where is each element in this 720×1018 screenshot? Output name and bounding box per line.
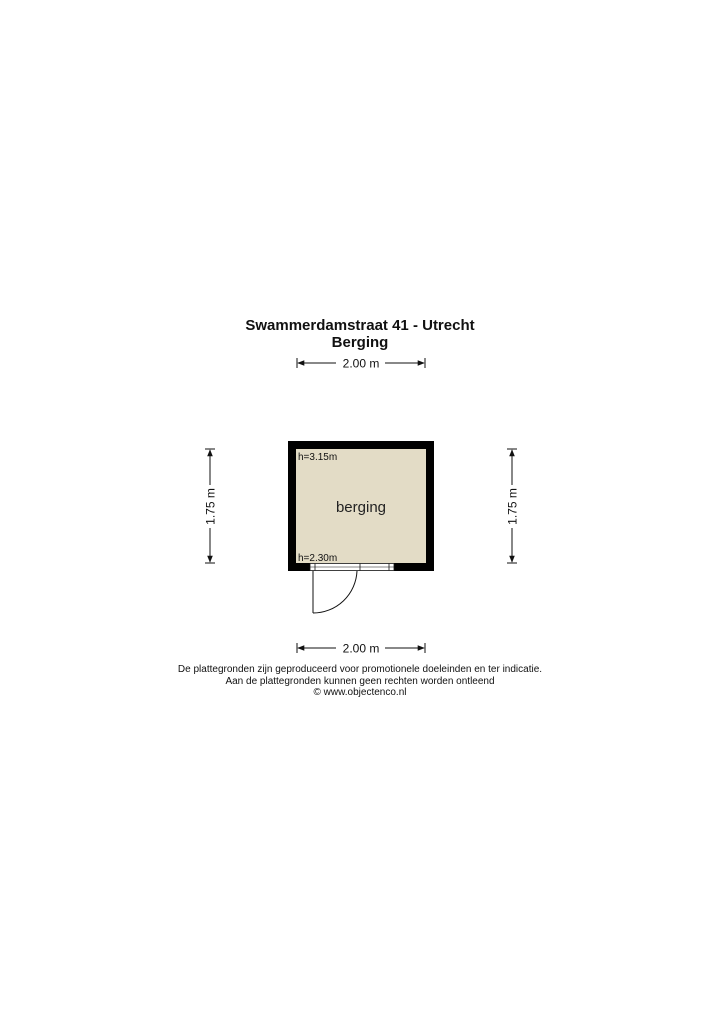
top-width-dimension bbox=[297, 357, 425, 371]
disclaimer-line-1: De plattegronden zijn geproduceerd voor promotionele doeleinden en ter indicatie. bbox=[177, 664, 543, 675]
bottom-width-dimension bbox=[297, 642, 425, 656]
bottom-width-label: 2.00 m bbox=[342, 641, 380, 656]
copyright-line: © www.objectenco.nl bbox=[313, 687, 407, 698]
top-width-label: 2.00 m bbox=[342, 356, 380, 371]
right-depth-dimension bbox=[506, 449, 520, 563]
ceiling-height-top-label: h=3.15m bbox=[298, 452, 338, 463]
disclaimer-line-2: Aan de plattegronden kunnen geen rechten worden ontleend bbox=[225, 675, 495, 687]
right-depth-label: 1.75 m bbox=[505, 488, 520, 525]
plan-address-title: Swammerdamstraat 41 - Utrecht bbox=[245, 317, 475, 334]
left-depth-dimension bbox=[204, 449, 218, 563]
ceiling-height-bottom-label: h=2.30m bbox=[298, 553, 338, 564]
door-opening bbox=[310, 564, 394, 614]
plan-floor-title: Berging bbox=[331, 334, 389, 351]
room-name-label: berging bbox=[335, 499, 387, 516]
left-depth-label: 1.75 m bbox=[203, 488, 218, 525]
